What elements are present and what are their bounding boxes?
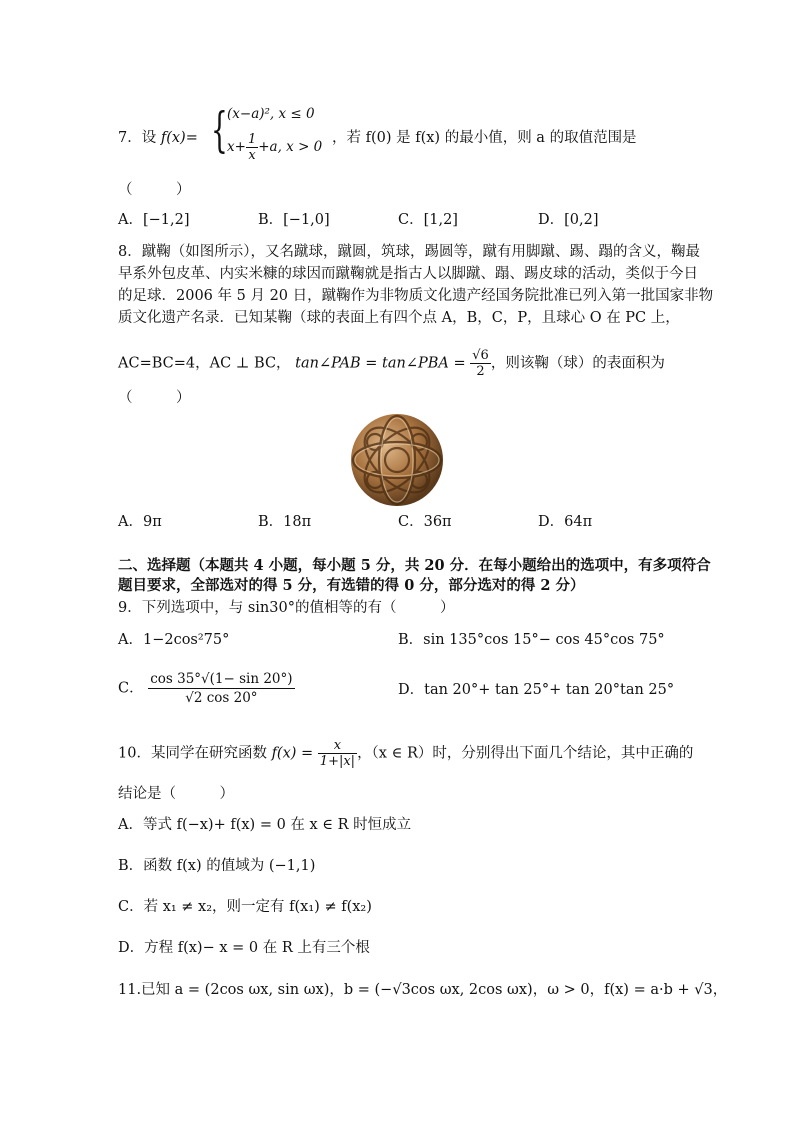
q9-option-c-den: √2 cos 20°	[185, 690, 258, 706]
q9-option-c	[118, 670, 295, 707]
q10-frac-num: x	[318, 738, 357, 754]
q7-option-a: A．[−1,2]	[118, 212, 190, 228]
q8-frac	[470, 348, 491, 379]
q9-option-d: D．tan 20°+ tan 25°+ tan 20°tan 25°	[398, 682, 675, 698]
q8-line3: 的足球．2006 年 5 月 20 日，蹴鞠作为非物质文化遗产经国务院批准已列入第一批国家非物	[118, 288, 714, 304]
q7-case2-frac	[246, 132, 258, 163]
q8-frac-den: 2	[476, 364, 485, 379]
q7-case2	[227, 132, 322, 163]
q8-paren: （ ）	[118, 390, 191, 406]
q10-option-d: D．方程 f(x)− x = 0 在 R 上有三个根	[118, 940, 370, 956]
q8-option-a: A．9π	[118, 514, 162, 530]
q9-option-a: A．1−2cos²75°	[118, 632, 230, 648]
q10-suffix: ，（x ∈ R）时，分别得出下面几个结论，其中正确的	[357, 745, 694, 762]
q11-line1: 11.已知 a = (2cos ωx, sin ωx)，b = (−√3cos ωx, 2cos ωx)，ω > 0，f(x) = a·b + √3，	[118, 982, 728, 998]
q7-stem	[118, 128, 198, 148]
q10-func-lhs: f(x) =	[271, 745, 314, 762]
q9-option-c-frac	[148, 670, 294, 707]
q10-prefix: 10．某同学在研究函数	[118, 745, 267, 762]
q8-line5	[118, 348, 665, 379]
q7-case2-den: x	[248, 148, 256, 163]
q7-func-lhs: f(x)=	[160, 130, 198, 146]
section2-header-line2: 题目要求，全部选对的得 5 分，有选错的得 0 分，部分选对的得 2 分）	[118, 577, 585, 594]
q8-line5-a: AC=BC=4，AC ⊥ BC，	[118, 355, 291, 372]
q10-option-a: A．等式 f(−x)+ f(x) = 0 在 x ∈ R 时恒成立	[118, 817, 412, 833]
q7-case2-b: +a, x > 0	[258, 139, 323, 155]
q7-paren: （ ）	[118, 182, 191, 198]
q8-line5-math: tan∠PAB = tan∠PBA =	[295, 355, 466, 372]
q10-line2: 结论是（ ）	[118, 786, 234, 802]
q9-option-c-num: cos 35°√(1− sin 20°)	[150, 671, 293, 687]
q8-option-b: B．18π	[258, 514, 312, 530]
section2-header-line1: 二、选择题（本题共 4 小题，每小题 5 分，共 20 分．在每小题给出的选项中，有多项符合	[118, 557, 711, 574]
q10-frac	[318, 738, 357, 769]
q7-brace-icon: {	[211, 102, 228, 158]
q7-prefix: 7．设	[118, 130, 157, 146]
q10-option-b: B．函数 f(x) 的值域为 (−1,1)	[118, 858, 316, 874]
q8-option-c: C．36π	[398, 514, 452, 530]
cuju-ball-image	[349, 412, 445, 508]
q8-line1: 8．蹴鞠（如图所示），又名蹴球，蹴圆，筑球，踢圆等，蹴有用脚蹴、踢、蹋的含义，鞠最	[118, 244, 700, 260]
q10-stem	[118, 738, 693, 769]
q10-option-c: C．若 x₁ ≠ x₂，则一定有 f(x₁) ≠ f(x₂)	[118, 899, 372, 915]
q7-option-d: D．[0,2]	[538, 212, 599, 228]
q7-suffix: ，若 f(0) 是 f(x) 的最小值，则 a 的取值范围是	[332, 130, 637, 146]
q7-option-c: C．[1,2]	[398, 212, 458, 228]
q7-case1: (x−a)², x ≤ 0	[227, 106, 315, 122]
q8-option-d: D．64π	[538, 514, 593, 530]
q9-option-b: B．sin 135°cos 15°− cos 45°cos 75°	[398, 632, 665, 648]
q8-line4: 质文化遗产名录．已知某鞠（球的表面上有四个点 A，B，C，P，且球心 O 在 PC 上，	[118, 310, 680, 326]
q9-option-c-label: C．	[118, 680, 144, 697]
q7-case2-a: x+	[227, 139, 246, 155]
q10-frac-den: 1+|x|	[319, 754, 356, 769]
q8-frac-num: √6	[472, 348, 489, 363]
q7-case2-num: 1	[247, 132, 257, 147]
q7-option-b: B．[−1,0]	[258, 212, 330, 228]
q8-line5-b: ，则该鞠（球）的表面积为	[490, 355, 665, 372]
q8-line2: 早系外包皮革、内实米糠的球因而蹴鞠就是指古人以脚蹴、蹋、踢皮球的活动，类似于今日	[118, 266, 698, 282]
q9-stem: 9．下列选项中，与 sin30°的值相等的有（ ）	[118, 600, 455, 616]
